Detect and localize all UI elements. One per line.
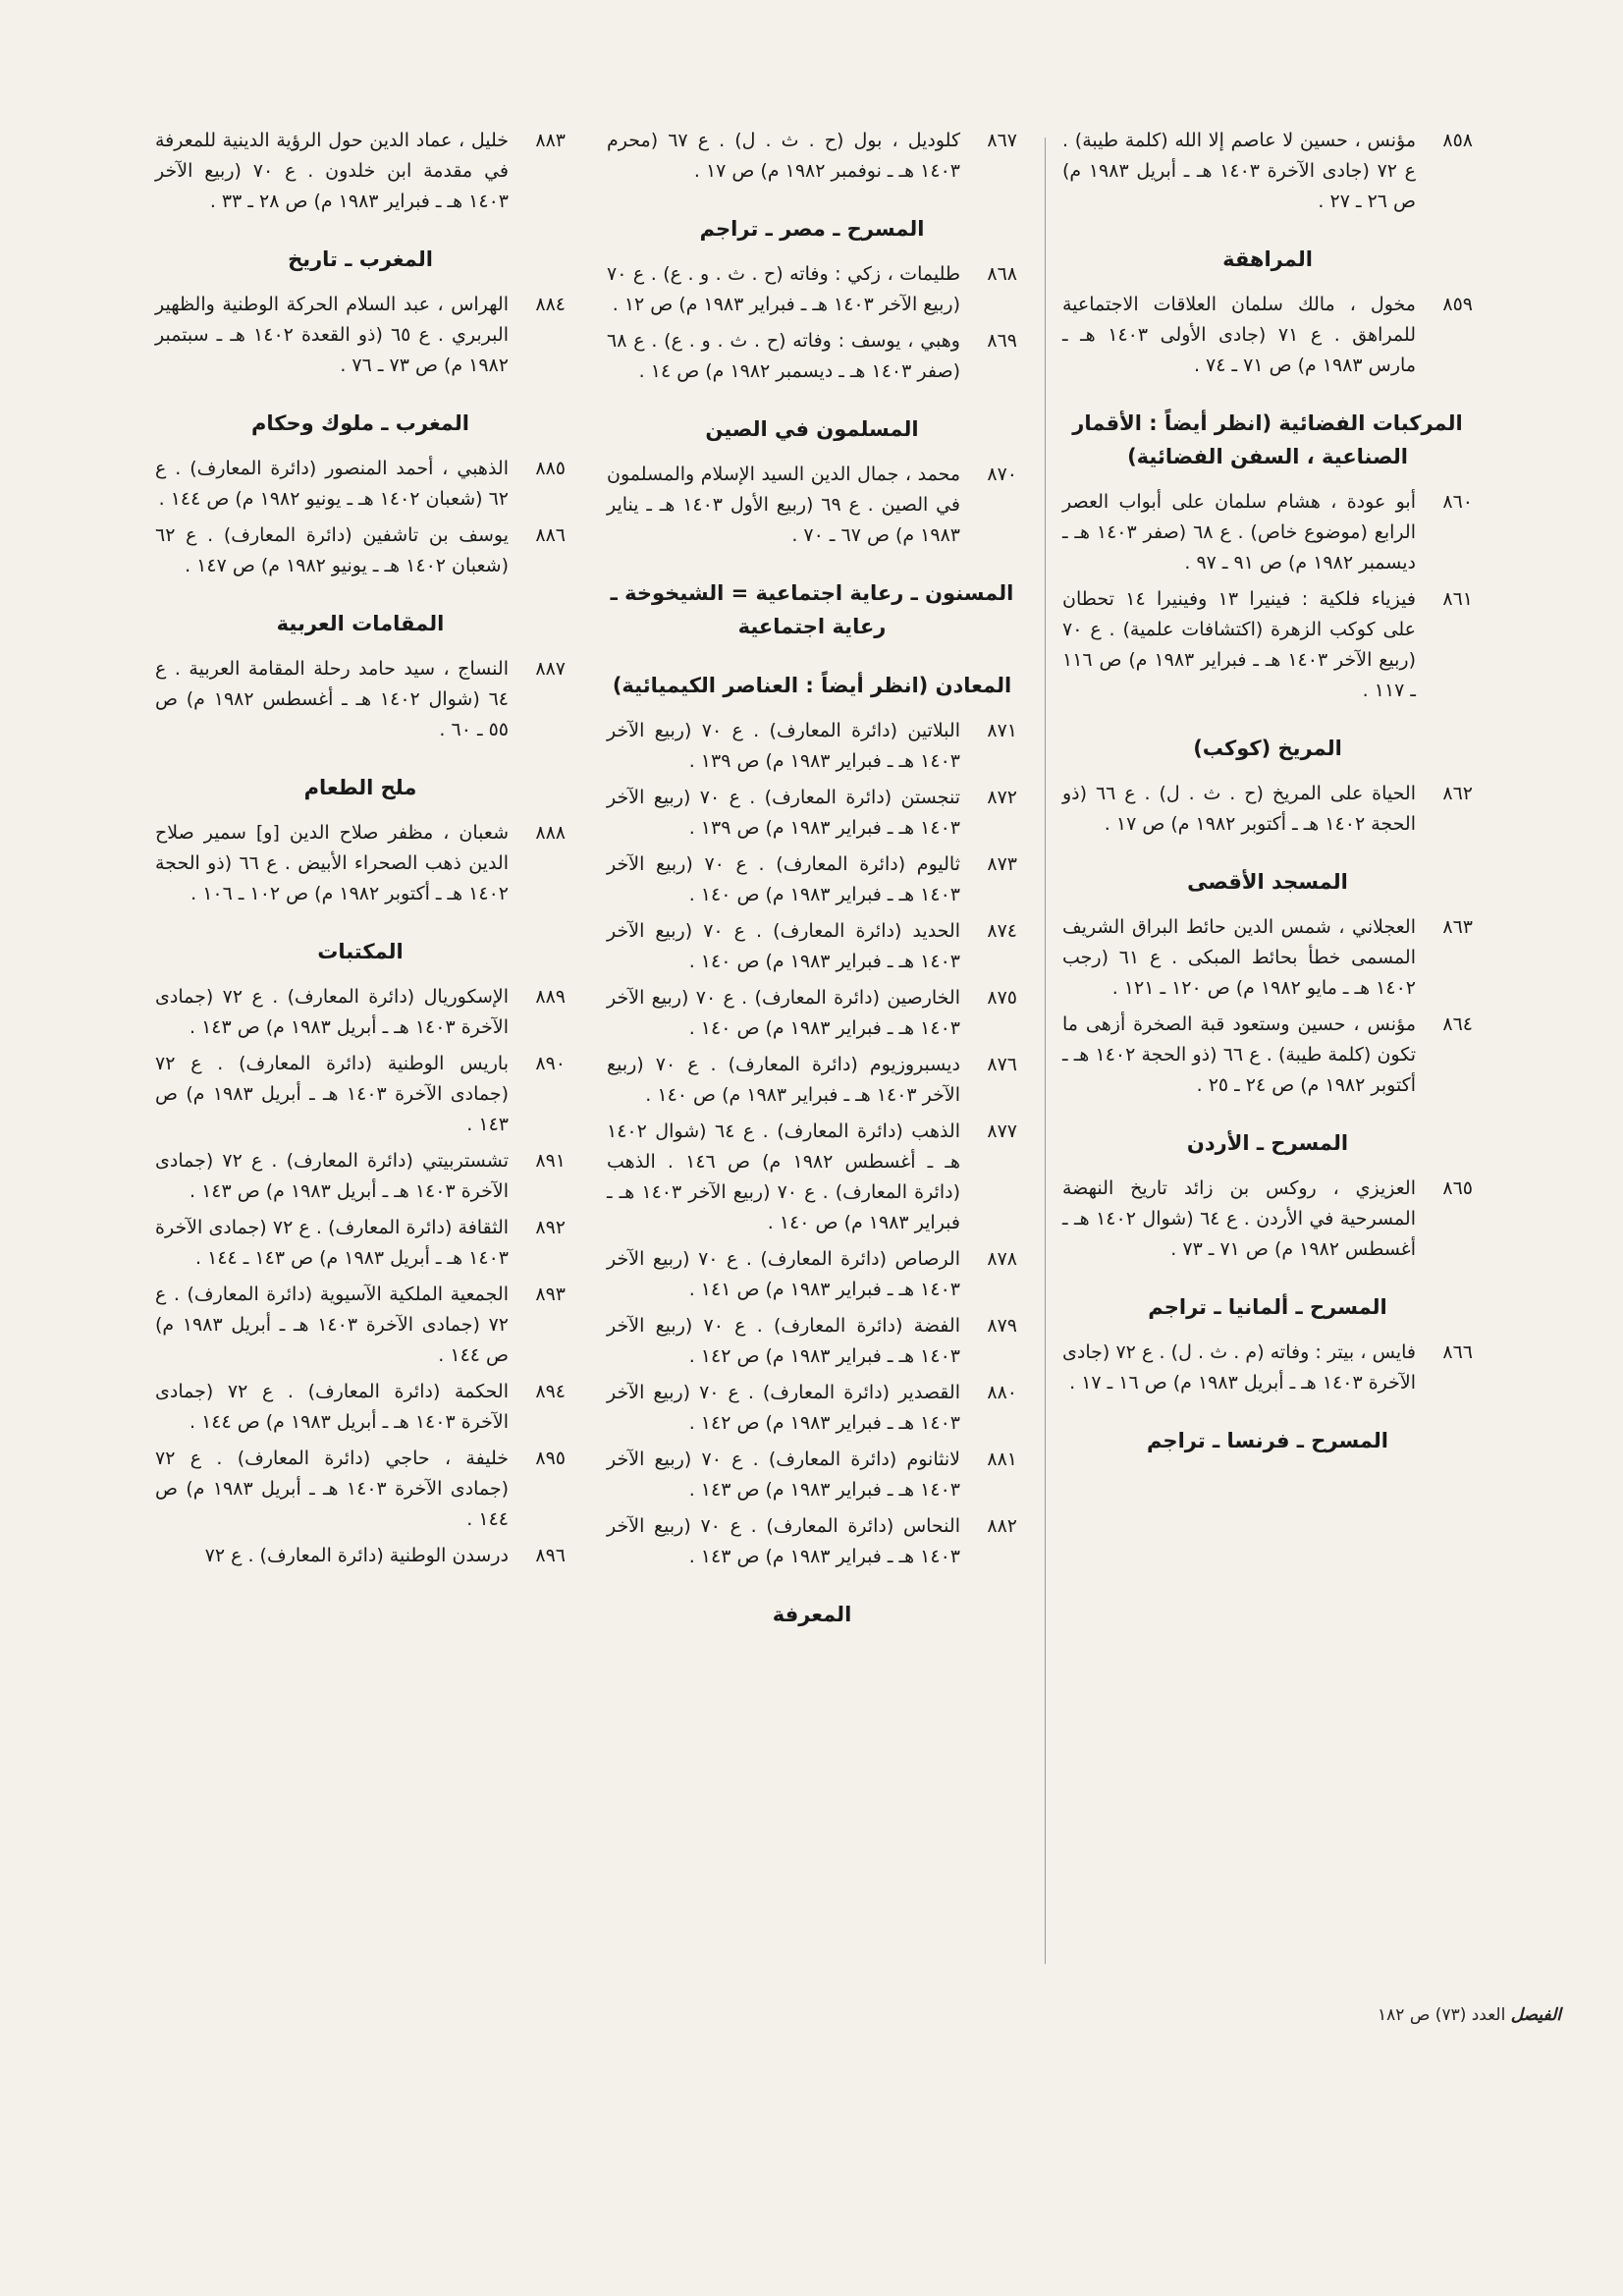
entry-number: ٨٦٨ [987,263,1017,285]
index-entry [155,982,566,1043]
entry-text: النساج ، سيد حامد رحلة المقامة العربية . ع ٦٤ (شوال ١٤٠٢ هـ ـ أغسطس ١٩٨٢ م) ص ٥٥ ـ ٦٠ . [155,658,509,740]
index-entry [607,1378,1017,1439]
section-heading: المقامات العربية [276,612,445,635]
entry-number: ٨٨٤ [535,294,566,315]
entry-number: ٨٦٩ [987,330,1017,352]
column-middle [607,126,1017,1645]
entry-number: ٨٨٦ [535,524,566,546]
index-entry [607,716,1017,777]
entry-number: ٨٩٣ [535,1284,566,1305]
index-entry [607,1117,1017,1238]
entry-text: الحكمة (دائرة المعارف) . ع ٧٢ (جمادى الآخرة ١٤٠٣ هـ ـ أبريل ١٩٨٣ م) ص ١٤٤ . [155,1381,509,1433]
index-entry [607,460,1017,551]
section-heading: المعادن (انظر أيضاً : العناصر الكيميائية) [612,674,1012,697]
index-entry [155,818,566,909]
entry-number: ٨٧٥ [987,987,1017,1009]
index-entry [1062,1010,1473,1101]
index-entry [607,983,1017,1044]
index-entry [155,290,566,381]
entry-text: شعبان ، مظفر صلاح الدين [و] سمير صلاح الدين ذهب الصحراء الأبيض . ع ٦٦ (ذو الحجة ١٤٠٢ هـ ـ أكتوبر ١٩٨٢ م) ص ١٠٢ ـ ١٠٦ . [155,822,509,904]
index-entry [607,1311,1017,1372]
index-entry [155,1146,566,1207]
entry-number: ٨٦٧ [987,130,1017,151]
entry-text: طليمات ، زكي : وفاته (ح . ث . و . ع) . ع ٧٠ (ربيع الآخر ١٤٠٣ هـ ـ فبراير ١٩٨٣ م) ص ١٢ . [607,263,960,315]
entry-text: كلوديل ، بول (ح . ث . ل) . ع ٦٧ (محرم ١٤٠٣ هـ ـ نوفمبر ١٩٨٢ م) ص ١٧ . [607,130,960,182]
entry-text: خليل ، عماد الدين حول الرؤية الدينية للمعرفة في مقدمة ابن خلدون . ع ٧٠ (ربيع الآخر ١٤٠٣ هـ ـ فبراير ١٩٨٣ م) ص ٢٨ ـ ٣٣ . [155,130,509,212]
index-entry [607,126,1017,187]
index-entry [155,1444,566,1535]
entry-text: الذهبي ، أحمد المنصور (دائرة المعارف) . ع ٦٢ (شعبان ١٤٠٢ هـ ـ يونيو ١٩٨٢ م) ص ١٤٤ . [155,458,509,510]
entry-number: ٨٩٥ [535,1448,566,1469]
entry-text: خليفة ، حاجي (دائرة المعارف) . ع ٧٢ (جمادى الآخرة ١٤٠٣ هـ ـ أبريل ١٩٨٣ م) ص ١٤٤ . [155,1448,509,1530]
section-heading: المسجد الأقصى [1187,870,1348,894]
section-heading: المسرح ـ مصر ـ تراجم [699,217,925,241]
entry-number: ٨٨٣ [535,130,566,151]
entry-text: البلاتين (دائرة المعارف) . ع ٧٠ (ربيع الآخر ١٤٠٣ هـ ـ فبراير ١٩٨٣ م) ص ١٣٩ . [607,720,960,772]
index-entry [1062,487,1473,578]
index-entry [1062,912,1473,1004]
index-entry [1062,779,1473,840]
entry-text: الثقافة (دائرة المعارف) . ع ٧٢ (جمادى الآخرة ١٤٠٣ هـ ـ أبريل ١٩٨٣ م) ص ١٤٣ ـ ١٤٤ . [155,1217,510,1269]
entry-text: يوسف بن تاشفين (دائرة المعارف) . ع ٦٢ (شعبان ١٤٠٢ هـ ـ يونيو ١٩٨٢ م) ص ١٤٧ . [155,524,509,576]
index-entry [155,520,566,581]
entry-text: ثاليوم (دائرة المعارف) . ع ٧٠ (ربيع الآخر ١٤٠٣ هـ ـ فبراير ١٩٨٣ م) ص ١٤٠ . [607,853,960,905]
entry-number: ٨٧٧ [987,1121,1017,1142]
entry-number: ٨٧٩ [987,1315,1017,1337]
section-heading: المسرح ـ فرنسا ـ تراجم [1146,1429,1389,1452]
index-entry [607,849,1017,910]
entry-text: مؤنس ، حسين لا عاصم إلا الله (كلمة طيبة) . ع ٧٢ (جادى الآخرة ١٤٠٣ هـ ـ أبريل ١٩٨٣ م) ص ٢٦ ـ ٢٧ . [1062,130,1416,212]
entry-text: الحديد (دائرة المعارف) . ع ٧٠ (ربيع الآخر ١٤٠٣ هـ ـ فبراير ١٩٨٣ م) ص ١٤٠ . [607,920,960,972]
entry-number: ٨٦٦ [1442,1341,1473,1363]
index-entry [155,1213,566,1274]
index-entry [607,1445,1017,1505]
index-entry [155,454,566,515]
entry-number: ٨٦٣ [1442,916,1473,938]
entry-text: الجمعية الملكية الآسيوية (دائرة المعارف) . ع ٧٢ (جمادى الآخرة ١٤٠٣ هـ ـ أبريل ١٩٨٣ م) ص ١٤٤ . [155,1284,509,1366]
index-entry [155,1049,566,1140]
entry-text: العجلاني ، شمس الدين حائط البراق الشريف المسمى خطأ بحائط المبكى . ع ٦١ (رجب ١٤٠٢ هـ ـ مايو ١٩٨٢ م) ص ١٢٠ ـ ١٢١ . [1062,916,1416,999]
entry-text: النحاس (دائرة المعارف) . ع ٧٠ (ربيع الآخر ١٤٠٣ هـ ـ فبراير ١٩٨٣ م) ص ١٤٣ . [607,1515,960,1567]
entry-number: ٨٨٩ [535,986,566,1008]
index-entry [155,1541,566,1571]
entry-text: مخول ، مالك سلمان العلاقات الاجتماعية للمراهق . ع ٧١ (جادى الأولى ١٤٠٣ هـ ـ مارس ١٩٨٣ م) ص ٧١ ـ ٧٤ . [1062,294,1416,376]
section-heading: ملح الطعام [303,776,417,799]
entry-number: ٨٨٨ [535,822,566,844]
entry-text: تنجستن (دائرة المعارف) . ع ٧٠ (ربيع الآخر ١٤٠٣ هـ ـ فبراير ١٩٨٣ م) ص ١٣٩ . [607,787,960,839]
index-entry [607,916,1017,977]
page-footer [1267,2005,1561,2025]
entry-number: ٨٩٤ [535,1381,566,1402]
section-heading: المركبات الفضائية (انظر أيضاً : الأقمار الصناعية ، السفن الفضائية) [1072,411,1463,468]
index-entry [607,1244,1017,1305]
index-entry [155,1280,566,1371]
entry-number: ٨٨٠ [987,1382,1017,1403]
section-heading: المسنون ـ رعاية اجتماعية = الشيخوخة ـ رعاية اجتماعية [610,581,1014,638]
entry-number: ٨٥٨ [1442,130,1473,151]
column-right [1062,126,1473,1471]
entry-text: تشستربيتي (دائرة المعارف) . ع ٧٢ (جمادى الآخرة ١٤٠٣ هـ ـ أبريل ١٩٨٣ م) ص ١٤٣ . [155,1150,509,1202]
entry-number: ٨٨٧ [535,658,566,680]
entry-number: ٨٧١ [987,720,1017,741]
entry-number: ٨٩٠ [535,1053,566,1074]
entry-number: ٨٥٩ [1442,294,1473,315]
entry-text: وهبي ، يوسف : وفاته (ح . ث . و . ع) . ع ٦٨ (صفر ١٤٠٣ هـ ـ ديسمبر ١٩٨٢ م) ص ١٤ . [607,330,960,382]
entry-text: فايس ، بيتر : وفاته (م . ث . ل) . ع ٧٢ (جادى الآخرة ١٤٠٣ هـ ـ أبريل ١٩٨٣ م) ص ١٦ ـ ١٧ . [1062,1341,1417,1394]
section-heading: المكتبات [317,940,404,963]
entry-text: فيزياء فلكية : فينيرا ١٣ وفينيرا ١٤ تحطان على كوكب الزهرة (اكتشافات علمية) . ع ٧٠ (ربيع الآخر ١٤٠٣ هـ ـ فبراير ١٩٨٣ م) ص ١١٦ ـ ١١٧ . [1062,588,1416,701]
index-entry [607,1050,1017,1111]
index-entry [155,654,566,745]
entry-number: ٨٧٢ [987,787,1017,808]
entry-number: ٨٩٦ [535,1545,566,1566]
entry-text: الحياة على المريخ (ح . ث . ل) . ع ٦٦ (ذو الحجة ١٤٠٢ هـ ـ أكتوبر ١٩٨٢ م) ص ١٧ . [1062,783,1416,835]
entry-number: ٨٧٠ [987,464,1017,485]
magazine-name: الفيصل [1510,2005,1561,2025]
entry-text: باريس الوطنية (دائرة المعارف) . ع ٧٢ (جمادى الآخرة ١٤٠٣ هـ ـ أبريل ١٩٨٣ م) ص ١٤٣ . [155,1053,509,1135]
entry-number: ٨٦٥ [1442,1177,1473,1199]
entry-number: ٨٧٨ [987,1248,1017,1270]
section-heading: المغرب ـ ملوك وحكام [251,411,469,435]
entry-text: محمد ، جمال الدين السيد الإسلام والمسلمون في الصين . ع ٦٩ (ربيع الأول ١٤٠٣ هـ ـ يناير ١٩٨٣ م) ص ٦٧ ـ ٧٠ . [607,464,960,546]
index-entry [1062,1338,1473,1398]
column-left [155,126,566,1577]
entry-number: ٨٨٢ [987,1515,1017,1537]
entry-text: مؤنس ، حسين وستعود قبة الصخرة أزهى ما تكون (كلمة طيبة) . ع ٦٦ (ذو الحجة ١٤٠٢ هـ ـ أكتوبر ١٩٨٢ م) ص ٢٤ ـ ٢٥ . [1062,1013,1417,1096]
entry-text: القصدير (دائرة المعارف) . ع ٧٠ (ربيع الآخر ١٤٠٣ هـ ـ فبراير ١٩٨٣ م) ص ١٤٢ . [607,1382,960,1434]
index-entry [607,326,1017,387]
entry-text: الهراس ، عبد السلام الحركة الوطنية والظهير البربري . ع ٦٥ (ذو القعدة ١٤٠٢ هـ ـ سبتمبر ١٩٨٢ م) ص ٧٣ ـ ٧٦ . [155,294,509,376]
entry-number: ٨٦٢ [1442,783,1473,804]
entry-number: ٨٨١ [987,1449,1017,1470]
section-heading: المعرفة [772,1603,852,1626]
entry-text: ديسبروزيوم (دائرة المعارف) . ع ٧٠ (ربيع الآخر ١٤٠٣ هـ ـ فبراير ١٩٨٣ م) ص ١٤٠ . [607,1054,960,1106]
index-entry [1062,1174,1473,1265]
index-entry [1062,584,1473,706]
entry-text: لانثانوم (دائرة المعارف) . ع ٧٠ (ربيع الآخر ١٤٠٣ هـ ـ فبراير ١٩٨٣ م) ص ١٤٣ . [607,1449,960,1501]
index-entry [607,1511,1017,1572]
index-entry [607,783,1017,844]
index-entry [1062,126,1473,217]
section-heading: المريخ (كوكب) [1193,737,1342,760]
entry-number: ٨٩٢ [535,1217,566,1238]
entry-text: الإسكوريال (دائرة المعارف) . ع ٧٢ (جمادى الآخرة ١٤٠٣ هـ ـ أبريل ١٩٨٣ م) ص ١٤٣ . [155,986,509,1038]
index-entry [607,259,1017,320]
entry-text: العزيزي ، روكس بن زائد تاريخ النهضة المسرحية في الأردن . ع ٦٤ (شوال ١٤٠٢ هـ ـ أغسطس ١٩٨٢ م) ص ٧١ ـ ٧٣ . [1062,1177,1416,1260]
entry-text: درسدن الوطنية (دائرة المعارف) . ع ٧٢ [204,1545,509,1566]
entry-number: ٨٧٣ [987,853,1017,875]
entry-text: الخارصين (دائرة المعارف) . ع ٧٠ (ربيع الآخر ١٤٠٣ هـ ـ فبراير ١٩٨٣ م) ص ١٤٠ . [607,987,960,1039]
entry-number: ٨٨٥ [535,458,566,479]
section-heading: المغرب ـ تاريخ [288,247,433,271]
entry-number: ٨٦٠ [1442,491,1473,513]
entry-number: ٨٦٤ [1442,1013,1473,1035]
entry-text: أبو عودة ، هشام سلمان على أبواب العصر الرابع (موضوع خاص) . ع ٦٨ (صفر ١٤٠٣ هـ ـ ديسمبر ١٩٨٢ م) ص ٩١ ـ ٩٧ . [1062,491,1416,574]
issue-info: العدد (٧٣) ص ١٨٢ [1378,2005,1506,2025]
entry-text: الذهب (دائرة المعارف) . ع ٦٤ (شوال ١٤٠٢ هـ ـ أغسطس ١٩٨٢ م) ص ١٤٦ . الذهب (دائرة المعارف) . ع ٧٠ (ربيع الآخر ١٤٠٣ هـ ـ فبراير ١٩٨٣ م) ص ١٤٠ . [607,1121,961,1233]
entry-text: الرصاص (دائرة المعارف) . ع ٧٠ (ربيع الآخر ١٤٠٣ هـ ـ فبراير ١٩٨٣ م) ص ١٤١ . [607,1248,960,1300]
entry-text: الفضة (دائرة المعارف) . ع ٧٠ (ربيع الآخر ١٤٠٣ هـ ـ فبراير ١٩٨٣ م) ص ١٤٢ . [607,1315,960,1367]
section-heading: المسرح ـ ألمانيا ـ تراجم [1148,1295,1387,1319]
section-heading: المسلمون في الصين [705,417,919,441]
index-entry [155,1377,566,1438]
entry-number: ٨٧٤ [987,920,1017,942]
index-entry [1062,290,1473,381]
column-divider [1045,137,1046,1964]
entry-number: ٨٩١ [535,1150,566,1172]
section-heading: المراهقة [1222,247,1313,271]
entry-number: ٨٧٦ [987,1054,1017,1075]
index-entry [155,126,566,217]
section-heading: المسرح ـ الأردن [1186,1131,1349,1155]
entry-number: ٨٦١ [1442,588,1473,610]
